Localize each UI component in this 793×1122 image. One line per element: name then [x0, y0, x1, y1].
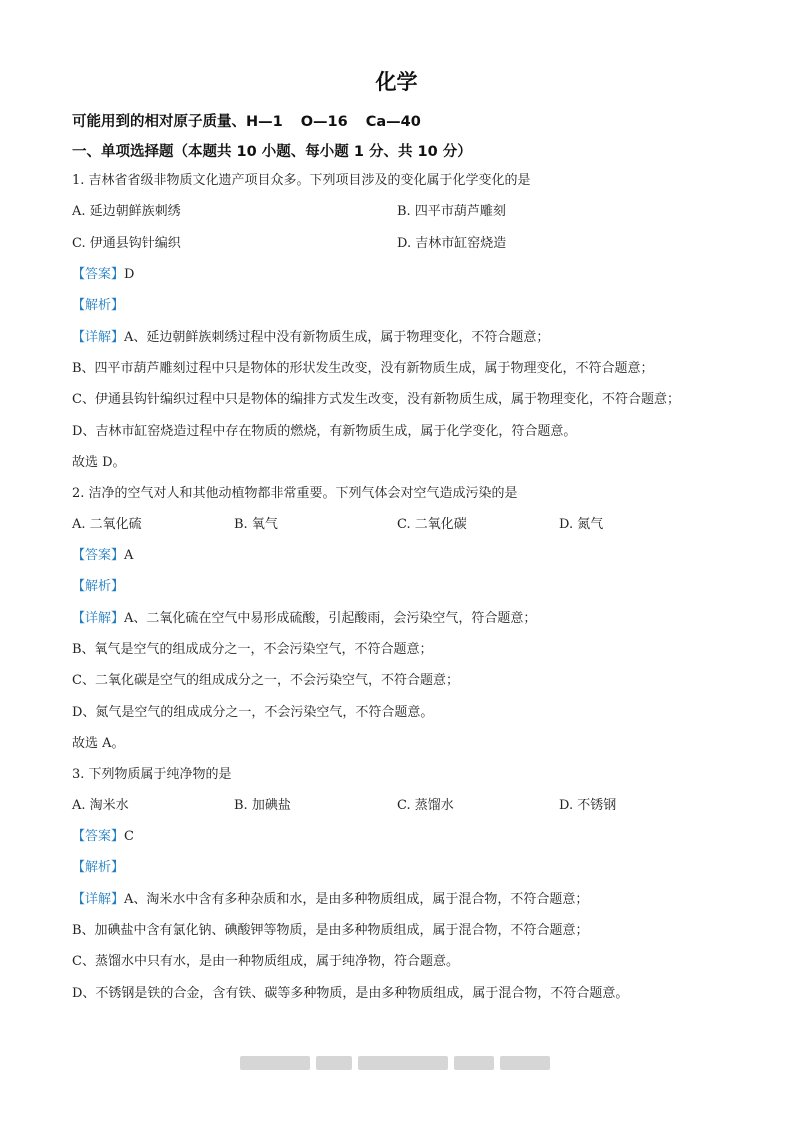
answer-line: [72, 266, 134, 284]
detail-line: C、伊通县钩针编织过程中只是物体的编排方式发生改变，没有新物质生成，属于物理变化，不符合题意；: [72, 392, 680, 407]
atomic-mass-o: O—16: [300, 114, 348, 130]
answer-value: C: [124, 829, 134, 844]
answer-tag: 【答案】: [72, 548, 125, 563]
watermark-block: [500, 1056, 550, 1070]
detail-text: A、淘米水中含有多种杂质和水，是由多种物质组成，属于混合物，不符合题意；: [124, 892, 589, 907]
detail-line: C、二氧化碳是空气的组成成分之一，不会污染空气，不符合题意；: [72, 673, 459, 688]
answer-tag: 【答案】: [72, 829, 125, 844]
detail-line: B、四平市葫芦雕刻过程中只是物体的形状发生改变，没有新物质生成，属于物理变化，不符合题意；: [72, 361, 654, 376]
detail-text: A、二氧化硫在空气中易形成硫酸，引起酸雨，会污染空气，符合题意；: [124, 611, 537, 626]
option-b: B. 四平市葫芦雕刻: [397, 204, 506, 219]
option-b: B. 加碘盐: [234, 798, 291, 813]
detail-line: [72, 891, 588, 909]
watermark-block: [358, 1056, 448, 1070]
option-d: D. 不锈钢: [559, 798, 617, 813]
page-title: 化学: [375, 70, 418, 94]
detail-text: A、延边朝鲜族刺绣过程中没有新物质生成，属于物理变化，不符合题意；: [124, 330, 550, 345]
detail-line: B、氧气是空气的组成成分之一，不会污染空气，不符合题意；: [72, 642, 433, 657]
option-c: C. 伊通县钩针编织: [72, 236, 181, 251]
detail-line: D、氮气是空气的组成成分之一，不会污染空气，不符合题意。: [72, 705, 434, 720]
question-stem: 1. 吉林省省级非物质文化遗产项目众多。下列项目涉及的变化属于化学变化的是: [72, 173, 531, 188]
detail-line: [72, 329, 549, 347]
watermark-block: [454, 1056, 494, 1070]
detail-line: [72, 610, 536, 628]
option-a: A. 二氧化硫: [72, 517, 142, 532]
option-d: D. 吉林市缸窑烧造: [397, 236, 507, 251]
option-b: B. 氧气: [234, 517, 278, 532]
atomic-mass-ca: Ca—40: [365, 114, 421, 130]
analysis-tag: 【解析】: [72, 579, 125, 594]
answer-value: A: [124, 548, 134, 563]
answer-tag: 【答案】: [72, 267, 125, 282]
detail-tag: 【详解】: [72, 611, 125, 626]
conclusion: 故选 A。: [72, 736, 125, 751]
option-c: C. 蒸馏水: [397, 798, 454, 813]
answer-line: [72, 828, 134, 846]
detail-line: D、吉林市缸窑烧造过程中存在物质的燃烧，有新物质生成，属于化学变化，符合题意。: [72, 424, 577, 439]
watermark-block: [316, 1056, 352, 1070]
conclusion: 故选 D。: [72, 455, 126, 470]
atomic-masses-label: 可能用到的相对原子质量、: [72, 114, 246, 130]
question-stem: 2. 洁净的空气对人和其他动植物都非常重要。下列气体会对空气造成污染的是: [72, 486, 518, 501]
footer-watermark: [240, 1056, 556, 1070]
option-d: D. 氮气: [559, 517, 604, 532]
analysis-tag: 【解析】: [72, 860, 125, 875]
detail-line: C、蒸馏水中只有水，是由一种物质组成，属于纯净物，符合题意。: [72, 954, 459, 969]
question-stem: 3. 下列物质属于纯净物的是: [72, 767, 232, 782]
watermark-block: [240, 1056, 310, 1070]
section-heading: 一、单项选择题（本题共 10 小题、每小题 1 分、共 10 分）: [72, 144, 472, 160]
detail-line: D、不锈钢是铁的合金，含有铁、碳等多种物质，是由多种物质组成，属于混合物，不符合题意。: [72, 986, 629, 1001]
answer-value: D: [124, 267, 135, 282]
detail-tag: 【详解】: [72, 330, 125, 345]
option-c: C. 二氧化碳: [397, 517, 467, 532]
answer-line: [72, 547, 133, 565]
atomic-masses-line: [72, 110, 421, 131]
detail-line: B、加碘盐中含有氯化钠、碘酸钾等物质，是由多种物质组成，属于混合物，不符合题意；: [72, 923, 589, 938]
atomic-mass-h: H—1: [246, 114, 283, 130]
option-a: A. 延边朝鲜族刺绣: [72, 204, 181, 219]
option-a: A. 淘米水: [72, 798, 129, 813]
analysis-tag: 【解析】: [72, 298, 125, 313]
detail-tag: 【详解】: [72, 892, 125, 907]
